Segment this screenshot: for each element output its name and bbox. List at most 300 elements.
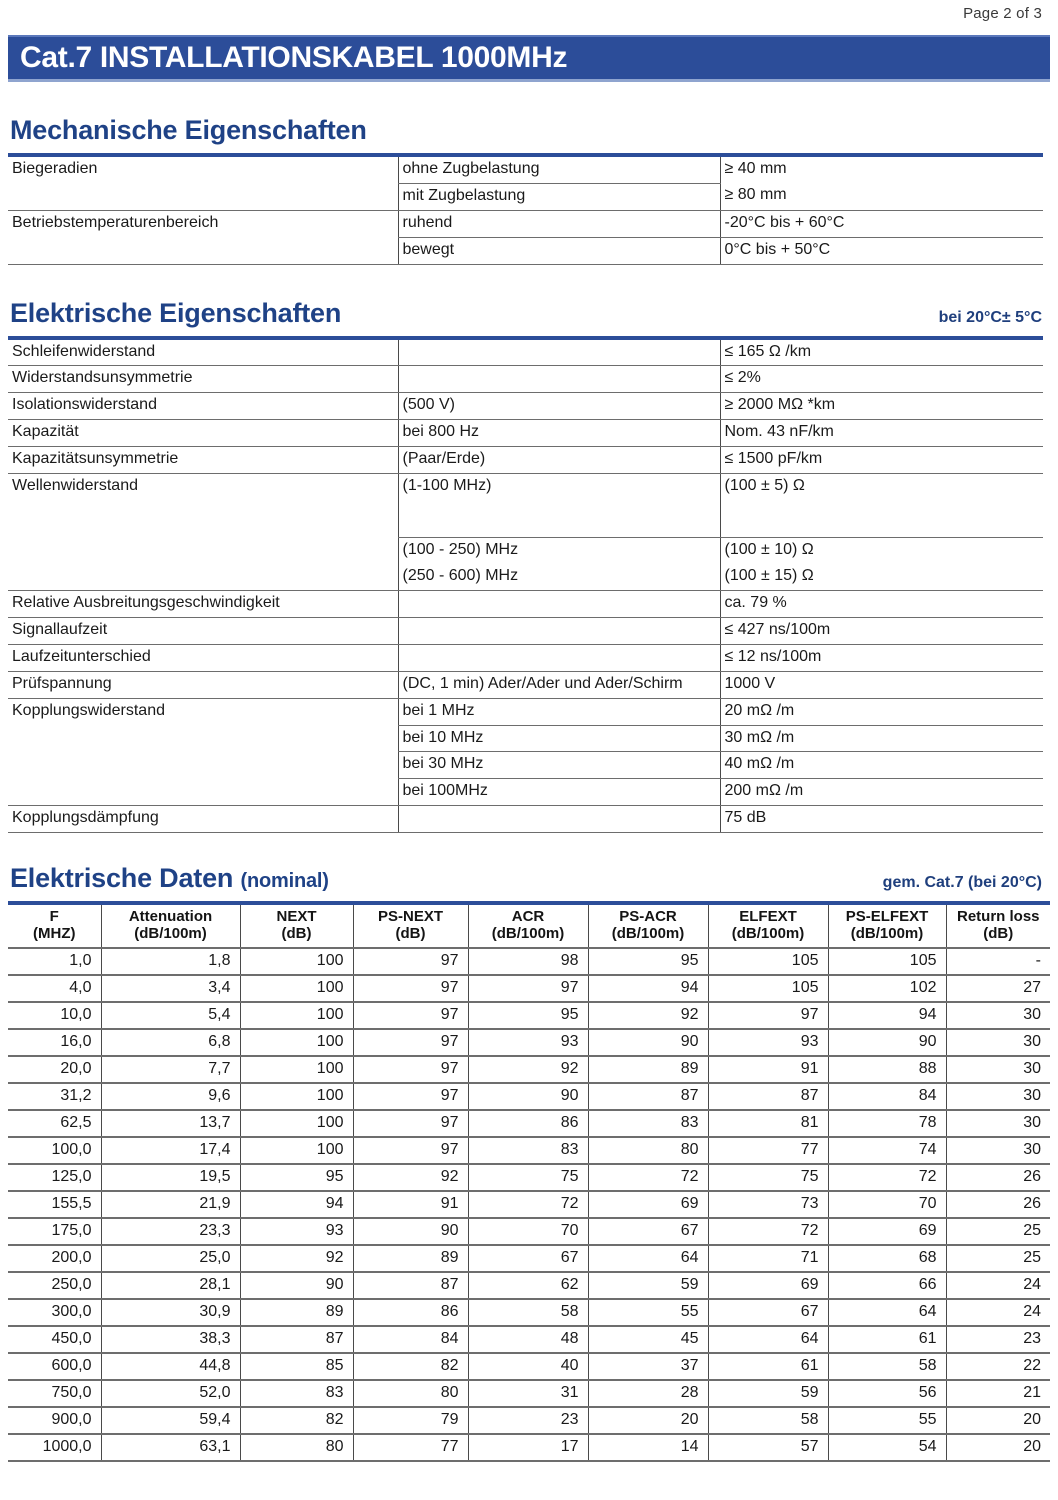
table-cell: 54	[828, 1434, 946, 1461]
row-label: Schleifenwiderstand	[8, 338, 398, 366]
table-cell: 52,0	[101, 1380, 240, 1407]
row-value: ≤ 427 ns/100m	[720, 618, 1043, 645]
row-value: 30 mΩ /m	[720, 725, 1043, 752]
table-cell: 58	[468, 1299, 588, 1326]
table-cell: 97	[353, 975, 468, 1002]
table-cell: 100,0	[8, 1137, 101, 1164]
table-cell: 90	[240, 1272, 353, 1299]
table-row	[8, 447, 1043, 474]
table-row	[8, 183, 1043, 210]
row-value: 20 mΩ /m	[720, 698, 1043, 725]
table-row	[8, 725, 1043, 752]
table-row	[8, 948, 1050, 975]
mechanical-properties-table	[8, 153, 1043, 265]
table-cell: 105	[708, 975, 828, 1002]
table-cell: 90	[353, 1218, 468, 1245]
row-condition: (500 V)	[398, 393, 720, 420]
table-cell: 450,0	[8, 1326, 101, 1353]
table-cell: 93	[468, 1029, 588, 1056]
table-cell: 31	[468, 1380, 588, 1407]
table-cell: 72	[708, 1218, 828, 1245]
table-cell: 48	[468, 1326, 588, 1353]
table-cell: 84	[828, 1083, 946, 1110]
table-row	[8, 975, 1050, 1002]
table-cell: 38,3	[101, 1326, 240, 1353]
electrical-data-heading-sub: (nominal)	[240, 870, 329, 892]
table-cell: 100	[240, 1083, 353, 1110]
table-cell: 69	[708, 1272, 828, 1299]
table-cell: 70	[468, 1218, 588, 1245]
table-cell: 87	[708, 1083, 828, 1110]
column-header-ps-next: PS-NEXT (dB)	[353, 903, 468, 948]
table-cell: 58	[708, 1407, 828, 1434]
table-cell: 97	[708, 1002, 828, 1029]
row-condition: bei 800 Hz	[398, 420, 720, 447]
row-label: Widerstandsunsymmetrie	[8, 366, 398, 393]
table-row	[8, 473, 1043, 523]
table-cell: 26	[946, 1164, 1050, 1191]
row-label: Signallaufzeit	[8, 618, 398, 645]
electrical-properties-table	[8, 336, 1043, 834]
column-header-elfext: ELFEXT (dB/100m)	[708, 903, 828, 948]
table-cell: 100	[240, 975, 353, 1002]
table-cell: 75	[708, 1164, 828, 1191]
table-row	[8, 1245, 1050, 1272]
table-row	[8, 366, 1043, 393]
table-cell: 89	[588, 1056, 708, 1083]
table-cell: 90	[588, 1029, 708, 1056]
row-value: 0°C bis + 50°C	[720, 237, 1043, 264]
table-cell: 900,0	[8, 1407, 101, 1434]
row-value: ≥ 2000 MΩ *km	[720, 393, 1043, 420]
table-row	[8, 564, 1043, 590]
row-label: Kapazität	[8, 420, 398, 447]
table-cell: 74	[828, 1137, 946, 1164]
table-cell: 69	[828, 1218, 946, 1245]
table-cell: 55	[588, 1299, 708, 1326]
table-cell: 40	[468, 1353, 588, 1380]
mechanical-heading: Mechanische Eigenschaften	[10, 115, 367, 145]
mechanical-section-header	[8, 115, 1050, 146]
row-condition: bewegt	[398, 237, 720, 264]
table-cell: 94	[240, 1191, 353, 1218]
row-value: (100 ± 15) Ω	[720, 564, 1043, 590]
table-cell: 97	[468, 975, 588, 1002]
table-cell: 64	[708, 1326, 828, 1353]
table-cell: 91	[353, 1191, 468, 1218]
table-cell: 23	[946, 1326, 1050, 1353]
row-condition: (1-100 MHz)	[398, 473, 720, 523]
table-cell: 82	[353, 1353, 468, 1380]
table-cell: 90	[468, 1083, 588, 1110]
table-cell: 64	[588, 1245, 708, 1272]
table-cell: 92	[240, 1245, 353, 1272]
row-value: 75 dB	[720, 806, 1043, 833]
table-row	[8, 1137, 1050, 1164]
table-cell: 24	[946, 1272, 1050, 1299]
table-cell: 88	[828, 1056, 946, 1083]
column-header-attenuation: Attenuation (dB/100m)	[101, 903, 240, 948]
row-label	[8, 237, 398, 264]
row-label: Isolationswiderstand	[8, 393, 398, 420]
row-value: ca. 79 %	[720, 591, 1043, 618]
table-cell: 100	[240, 1056, 353, 1083]
table-cell: 6,8	[101, 1029, 240, 1056]
table-cell: 97	[353, 1056, 468, 1083]
column-header-f: F (MHZ)	[8, 903, 101, 948]
table-cell: 93	[240, 1218, 353, 1245]
table-cell: 92	[588, 1002, 708, 1029]
table-cell: 87	[588, 1083, 708, 1110]
table-cell: 86	[353, 1299, 468, 1326]
table-cell: 100	[240, 948, 353, 975]
table-cell: 19,5	[101, 1164, 240, 1191]
table-cell: 30,9	[101, 1299, 240, 1326]
table-cell: 70	[828, 1191, 946, 1218]
table-cell: 68	[828, 1245, 946, 1272]
table-cell: 73	[708, 1191, 828, 1218]
table-row	[8, 155, 1043, 183]
table-cell: 89	[353, 1245, 468, 1272]
table-cell: 83	[240, 1380, 353, 1407]
table-cell: 300,0	[8, 1299, 101, 1326]
row-condition	[398, 591, 720, 618]
table-cell: 67	[588, 1218, 708, 1245]
table-cell: 93	[708, 1029, 828, 1056]
table-cell: 125,0	[8, 1164, 101, 1191]
row-value: 200 mΩ /m	[720, 779, 1043, 806]
table-cell: 750,0	[8, 1380, 101, 1407]
row-label: Relative Ausbreitungsgeschwindigkeit	[8, 591, 398, 618]
row-label	[8, 183, 398, 210]
table-cell: 57	[708, 1434, 828, 1461]
table-cell: -	[946, 948, 1050, 975]
table-cell: 79	[353, 1407, 468, 1434]
table-row-spacer	[8, 523, 1043, 538]
table-row	[8, 644, 1043, 671]
table-cell: 69	[588, 1191, 708, 1218]
table-cell: 45	[588, 1326, 708, 1353]
table-cell: 9,6	[101, 1083, 240, 1110]
table-cell: 72	[468, 1191, 588, 1218]
table-cell: 21,9	[101, 1191, 240, 1218]
row-value: (100 ± 5) Ω	[720, 473, 1043, 523]
row-condition: mit Zugbelastung	[398, 183, 720, 210]
row-label	[8, 538, 398, 564]
row-condition: bei 30 MHz	[398, 752, 720, 779]
table-row	[8, 1029, 1050, 1056]
table-cell: 25	[946, 1245, 1050, 1272]
table-row	[8, 1056, 1050, 1083]
table-cell: 82	[240, 1407, 353, 1434]
table-cell: 85	[240, 1353, 353, 1380]
table-row	[8, 671, 1043, 698]
table-row	[8, 591, 1043, 618]
table-cell: 98	[468, 948, 588, 975]
electrical-data-note: gem. Cat.7 (bei 20°C)	[882, 874, 1042, 891]
row-condition	[398, 366, 720, 393]
table-cell: 94	[588, 975, 708, 1002]
table-cell: 250,0	[8, 1272, 101, 1299]
column-header-ps-acr: PS-ACR (dB/100m)	[588, 903, 708, 948]
row-label	[8, 725, 398, 752]
table-cell: 3,4	[101, 975, 240, 1002]
table-cell: 16,0	[8, 1029, 101, 1056]
column-header-next: NEXT (dB)	[240, 903, 353, 948]
table-cell: 64	[828, 1299, 946, 1326]
row-label: Wellenwiderstand	[12, 476, 138, 494]
row-value: (100 ± 10) Ω	[720, 538, 1043, 564]
row-condition: bei 1 MHz	[398, 698, 720, 725]
table-cell: 72	[828, 1164, 946, 1191]
row-label: Laufzeitunterschied	[8, 644, 398, 671]
table-cell: 37	[588, 1353, 708, 1380]
table-row	[8, 1164, 1050, 1191]
table-row	[8, 237, 1043, 264]
row-label	[8, 564, 398, 590]
table-cell: 59,4	[101, 1407, 240, 1434]
table-cell: 87	[240, 1326, 353, 1353]
table-cell: 20	[946, 1434, 1050, 1461]
table-cell: 80	[353, 1380, 468, 1407]
table-row	[8, 779, 1043, 806]
row-label: Kopplungswiderstand	[12, 701, 165, 719]
table-cell: 17	[468, 1434, 588, 1461]
table-cell: 1,8	[101, 948, 240, 975]
table-cell: 90	[828, 1029, 946, 1056]
table-row	[8, 1434, 1050, 1461]
table-cell: 78	[828, 1110, 946, 1137]
table-cell: 13,7	[101, 1110, 240, 1137]
table-cell: 97	[353, 948, 468, 975]
row-label: Biegeradien	[12, 160, 98, 177]
table-cell: 71	[708, 1245, 828, 1272]
row-condition	[398, 644, 720, 671]
table-cell: 25,0	[101, 1245, 240, 1272]
table-cell: 62,5	[8, 1110, 101, 1137]
row-value: 1000 V	[720, 671, 1043, 698]
row-value: ≥ 80 mm	[720, 183, 1043, 210]
table-cell: 14	[588, 1434, 708, 1461]
row-condition: bei 100MHz	[398, 779, 720, 806]
table-cell: 5,4	[101, 1002, 240, 1029]
table-row	[8, 752, 1043, 779]
electrical-data-heading-main: Elektrische Daten	[10, 863, 234, 893]
table-cell: 95	[588, 948, 708, 975]
table-cell: 200,0	[8, 1245, 101, 1272]
table-cell: 20	[588, 1407, 708, 1434]
table-cell: 30	[946, 1002, 1050, 1029]
table-row	[8, 1326, 1050, 1353]
table-cell: 97	[353, 1137, 468, 1164]
table-header-row	[8, 903, 1050, 948]
table-cell: 105	[828, 948, 946, 975]
table-cell: 30	[946, 1137, 1050, 1164]
table-row	[8, 1353, 1050, 1380]
table-cell: 20	[946, 1407, 1050, 1434]
table-cell: 21	[946, 1380, 1050, 1407]
table-row	[8, 1110, 1050, 1137]
electrical-props-heading: Elektrische Eigenschaften	[10, 297, 342, 328]
row-value: ≤ 12 ns/100m	[720, 644, 1043, 671]
table-cell: 28	[588, 1380, 708, 1407]
table-cell: 1,0	[8, 948, 101, 975]
table-cell: 63,1	[101, 1434, 240, 1461]
table-cell: 77	[353, 1434, 468, 1461]
table-cell: 30	[946, 1029, 1050, 1056]
table-cell: 81	[708, 1110, 828, 1137]
table-cell: 66	[828, 1272, 946, 1299]
table-cell: 28,1	[101, 1272, 240, 1299]
table-cell: 7,7	[101, 1056, 240, 1083]
table-cell: 4,0	[8, 975, 101, 1002]
table-cell: 86	[468, 1110, 588, 1137]
row-label: Betriebstemperaturenbereich	[12, 213, 219, 231]
table-cell: 30	[946, 1083, 1050, 1110]
table-cell: 97	[353, 1029, 468, 1056]
table-row	[8, 618, 1043, 645]
row-label	[8, 752, 398, 779]
electrical-data-rows	[8, 948, 1050, 1461]
row-condition: ruhend	[398, 210, 720, 237]
column-header-ps-elfext: PS-ELFEXT (dB/100m)	[828, 903, 946, 948]
table-cell: 92	[353, 1164, 468, 1191]
table-cell: 17,4	[101, 1137, 240, 1164]
table-cell: 58	[828, 1353, 946, 1380]
row-value: -20°C bis + 60°C	[720, 210, 1043, 237]
table-row	[8, 1002, 1050, 1029]
table-cell: 97	[353, 1083, 468, 1110]
row-condition: bei 10 MHz	[398, 725, 720, 752]
table-cell: 100	[240, 1137, 353, 1164]
table-cell: 61	[708, 1353, 828, 1380]
row-condition	[398, 618, 720, 645]
row-condition: (DC, 1 min) Ader/Ader und Ader/Schirm	[398, 671, 720, 698]
table-cell: 100	[240, 1002, 353, 1029]
row-label: Kopplungsdämpfung	[8, 806, 398, 833]
column-header-return-loss: Return loss (dB)	[946, 903, 1050, 948]
table-cell: 10,0	[8, 1002, 101, 1029]
document-banner	[8, 35, 1050, 82]
table-row	[8, 1380, 1050, 1407]
table-cell: 155,5	[8, 1191, 101, 1218]
table-cell: 105	[708, 948, 828, 975]
electrical-data-heading	[10, 863, 329, 894]
table-cell: 84	[353, 1326, 468, 1353]
table-row	[8, 1191, 1050, 1218]
table-cell: 23,3	[101, 1218, 240, 1245]
electrical-data-section-header	[8, 863, 1050, 894]
table-row	[8, 1083, 1050, 1110]
table-cell: 31,2	[8, 1083, 101, 1110]
table-cell: 175,0	[8, 1218, 101, 1245]
table-cell: 83	[588, 1110, 708, 1137]
table-cell: 30	[946, 1056, 1050, 1083]
table-cell: 62	[468, 1272, 588, 1299]
row-value: ≤ 2%	[720, 366, 1043, 393]
table-row	[8, 1218, 1050, 1245]
table-row	[8, 698, 1043, 725]
table-cell: 75	[468, 1164, 588, 1191]
table-row	[8, 338, 1043, 366]
table-cell: 600,0	[8, 1353, 101, 1380]
table-row	[8, 538, 1043, 564]
table-cell: 30	[946, 1110, 1050, 1137]
table-cell: 77	[708, 1137, 828, 1164]
table-cell: 59	[588, 1272, 708, 1299]
table-cell: 100	[240, 1110, 353, 1137]
table-cell: 97	[353, 1110, 468, 1137]
table-cell: 44,8	[101, 1353, 240, 1380]
row-value: ≤ 165 Ω /km	[720, 338, 1043, 366]
table-row	[8, 210, 1043, 237]
table-cell: 72	[588, 1164, 708, 1191]
row-condition: (250 - 600) MHz	[398, 564, 720, 590]
page-number: Page 2 of 3	[963, 5, 1042, 22]
table-cell: 1000,0	[8, 1434, 101, 1461]
table-cell: 24	[946, 1299, 1050, 1326]
table-cell: 95	[240, 1164, 353, 1191]
row-value: Nom. 43 nF/km	[720, 420, 1043, 447]
table-cell: 102	[828, 975, 946, 1002]
table-cell: 87	[353, 1272, 468, 1299]
table-cell: 91	[708, 1056, 828, 1083]
row-condition: (Paar/Erde)	[398, 447, 720, 474]
table-cell: 92	[468, 1056, 588, 1083]
table-cell: 59	[708, 1380, 828, 1407]
table-cell: 25	[946, 1218, 1050, 1245]
row-value: ≥ 40 mm	[720, 155, 1043, 183]
table-row	[8, 1299, 1050, 1326]
row-label: Kapazitätsunsymmetrie	[8, 447, 398, 474]
row-condition: (100 - 250) MHz	[398, 538, 720, 564]
table-cell: 80	[588, 1137, 708, 1164]
table-cell: 67	[468, 1245, 588, 1272]
table-cell: 95	[468, 1002, 588, 1029]
banner-title: Cat.7 INSTALLATIONSKABEL 1000MHz	[20, 41, 568, 74]
table-cell: 23	[468, 1407, 588, 1434]
table-cell: 100	[240, 1029, 353, 1056]
row-value: 40 mΩ /m	[720, 752, 1043, 779]
table-row	[8, 1272, 1050, 1299]
row-condition	[398, 338, 720, 366]
table-cell: 94	[828, 1002, 946, 1029]
table-cell: 89	[240, 1299, 353, 1326]
row-value: ≤ 1500 pF/km	[720, 447, 1043, 474]
row-condition: ohne Zugbelastung	[398, 155, 720, 183]
table-cell: 80	[240, 1434, 353, 1461]
table-row	[8, 806, 1043, 833]
table-cell: 55	[828, 1407, 946, 1434]
electrical-props-section-header	[8, 298, 1050, 329]
table-row	[8, 420, 1043, 447]
table-cell: 20,0	[8, 1056, 101, 1083]
electrical-props-note: bei 20°C± 5°C	[938, 308, 1042, 326]
table-cell: 67	[708, 1299, 828, 1326]
row-label	[8, 779, 398, 806]
table-cell: 26	[946, 1191, 1050, 1218]
table-cell: 22	[946, 1353, 1050, 1380]
row-condition	[398, 806, 720, 833]
table-cell: 27	[946, 975, 1050, 1002]
electrical-data-table	[8, 901, 1050, 1462]
table-cell: 97	[353, 1002, 468, 1029]
column-header-acr: ACR (dB/100m)	[468, 903, 588, 948]
row-label: Prüfspannung	[8, 671, 398, 698]
table-cell: 83	[468, 1137, 588, 1164]
table-row	[8, 1407, 1050, 1434]
table-row	[8, 393, 1043, 420]
